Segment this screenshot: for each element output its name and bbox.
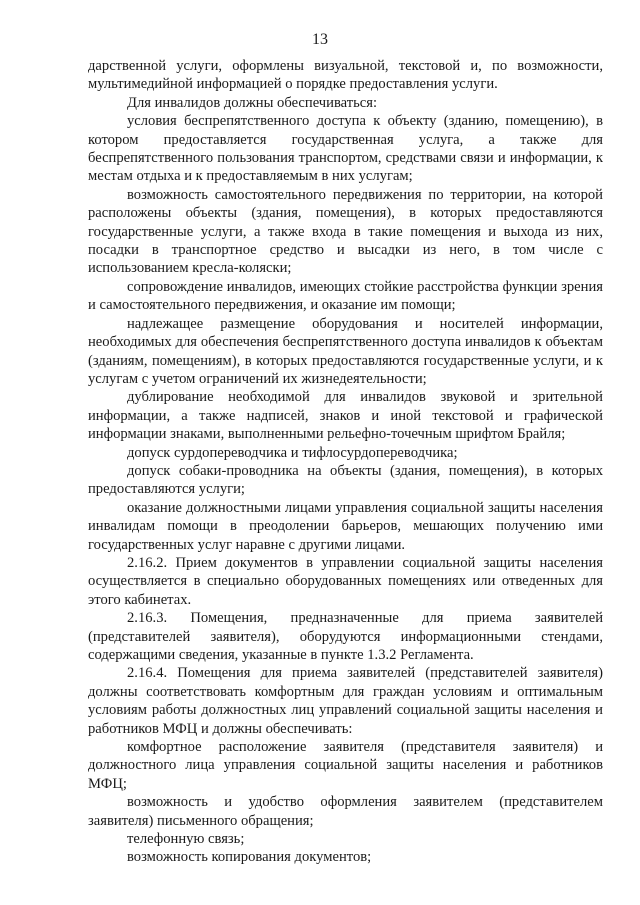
paragraph: оказание должностными лицами управления социальной защиты населения инвалидам помощи в преодолении барьеров, мешающих получению ими государственных услуг наравне с другими лицами. xyxy=(88,499,603,553)
paragraph: телефонную связь; xyxy=(127,831,245,848)
paragraph: возможность копирования документов; xyxy=(127,849,372,866)
document-body xyxy=(88,57,603,867)
paragraph: 2.16.4. Помещения для приема заявителей (представителей заявителя) должны соответствовать комфортным для граждан условиям и оптимальным условиям работы должностных лиц управлений социальной защиты населения и работников МФЦ и должны обеспечивать: xyxy=(88,665,603,737)
paragraph: Для инвалидов должны обеспечиваться: xyxy=(127,94,378,111)
paragraph: допуск собаки-проводника на объекты (здания, помещения), в которых предоставляются услуги; xyxy=(88,462,603,498)
paragraph: надлежащее размещение оборудования и носителей информации, необходимых для обеспечения беспрепятственного доступа инвалидов к объектам (зданиям, помещениям), в которых предоставляются государственные услуги, и к услугам с учетом ограничений их жизнедеятельности; xyxy=(88,315,603,387)
paragraph: дарственной услуги, оформлены визуальной, текстовой и, по возможности, мультимедийной информацией о порядке предоставления услуги. xyxy=(88,58,603,93)
page-number: 13 xyxy=(312,31,328,48)
paragraph: 2.16.3. Помещения, предназначенные для приема заявителей (представителей заявителя), оборудуются информационными стендами, содержащими сведения, указанные в пункте 1.3.2 Регламента. xyxy=(88,610,603,663)
paragraph: возможность и удобство оформления заявителем (представителем заявителя) письменного обращения; xyxy=(88,794,603,829)
paragraph: возможность самостоятельного передвижения по территории, на которой расположены объекты (здания, помещения), в которых предоставляются государственные услуги, а также входа в такие помещения и выхода из них, посадки в транспортное средство и высадки из него, в том числе с использованием кресла-коляски; xyxy=(88,186,603,277)
paragraph: дублирование необходимой для инвалидов звуковой и зрительной информации, а также надписей, знаков и иной текстовой и графической информации знаками, выполненными рельефно-точечным шрифтом Брайля; xyxy=(88,389,603,443)
paragraph: допуск сурдопереводчика и тифлосурдопереводчика; xyxy=(127,444,458,461)
paragraph: условия беспрепятственного доступа к объекту (зданию, помещению), в котором предоставляется государственная услуга, а также для беспрепятственного пользования транспортом, средствами связи и информации, к местам отдыха и к предоставляемым в них услугам; xyxy=(88,113,603,185)
paragraph: 2.16.2. Прием документов в управлении социальной защиты населения осуществляется в специально оборудованных помещениях или отведенных для этого кабинетах. xyxy=(88,554,603,608)
paragraph: комфортное расположение заявителя (представителя заявителя) и должностного лица управления социальной защиты населения и работников МФЦ; xyxy=(88,739,603,792)
paragraph: сопровождение инвалидов, имеющих стойкие расстройства функции зрения и самостоятельного передвижения, и оказание им помощи; xyxy=(88,278,603,314)
